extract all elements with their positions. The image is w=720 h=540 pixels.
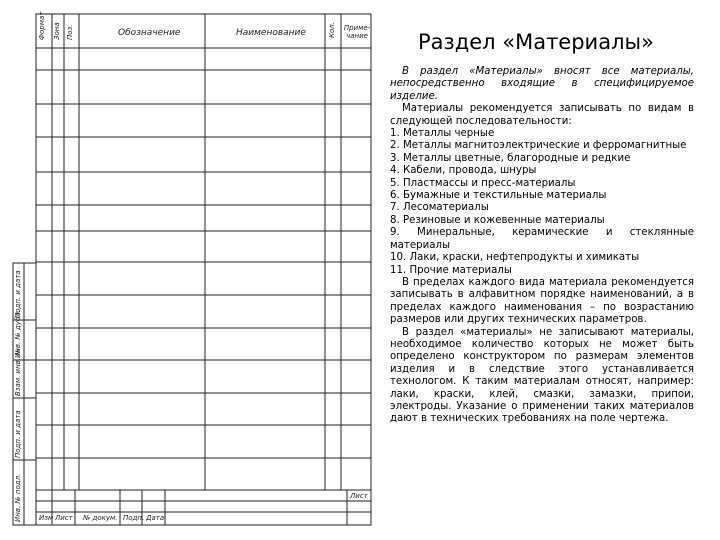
list-item: 2. Металлы магнитоэлектрические и ферромагнитные xyxy=(390,140,687,152)
intro-paragraph-2: Материалы рекомендуется записывать по видам в следующей последовательности: xyxy=(390,103,694,127)
header-pos: Поз. xyxy=(66,24,74,40)
stamp-inv-dubl: Инв. № дубл. xyxy=(14,310,22,358)
stamp-sign-date-2: Подп. и дата xyxy=(14,410,22,458)
list-item: 9. Минеральные, керамические и стеклянные материалы xyxy=(390,227,694,251)
page-title: Раздел «Материалы» xyxy=(418,30,654,54)
header-qty: Кол. xyxy=(328,22,336,38)
list-item: 7. Лесоматериалы xyxy=(390,202,489,214)
block-date: Дата xyxy=(146,514,165,522)
block-izm: Изм xyxy=(39,514,54,522)
stamp-sign-date-1: Подп. и дата xyxy=(14,270,22,318)
list-item: 6. Бумажные и текстильные материалы xyxy=(390,190,607,202)
list-item: 10. Лаки, краски, нефтепродукты и химикаты xyxy=(390,252,640,264)
header-note: Приме-чание xyxy=(343,24,371,40)
paragraph-3: В пределах каждого вида материала рекомендуется записывать в алфавитном порядке наименований, а в пределах каждого наименования – по возрастанию размеров или других технических параметров. xyxy=(390,276,694,326)
block-sign: Подп. xyxy=(123,514,145,522)
header-name: Наименование xyxy=(236,28,306,38)
stamp-inv-podl: Инв. № подл. xyxy=(14,473,22,522)
list-item: 8. Резиновые и кожевенные материалы xyxy=(390,214,605,226)
body-text xyxy=(390,66,694,426)
header-zone: Зона xyxy=(53,22,61,40)
header-designation: Обозначение xyxy=(118,28,181,38)
block-sheet: Лист xyxy=(350,492,368,500)
list-item: 11. Прочие материалы xyxy=(390,264,512,276)
block-list: Лист xyxy=(55,514,73,522)
stamp-vzam-inv: Взам. инв. № xyxy=(14,348,22,396)
list-item: 1. Металлы черные xyxy=(390,128,495,140)
list-item: 5. Пластмассы и пресс-материалы xyxy=(390,177,576,189)
list-item: 3. Металлы цветные, благородные и редкие xyxy=(390,152,631,164)
paragraph-4: В раздел «материалы» не записывают материалы, необходимое количество которых не может быть определено конструктором по размерам элементов изделия и в следствие этого устанавливается технологом. К таким материалам относят, например: лаки, краски, клей, смазки, замазки, припои, электроды. Указание о применении таких материалов дают в технических требованиях на поле чертежа. xyxy=(390,326,694,425)
block-doc-no: № докум. xyxy=(83,514,118,522)
form-frame xyxy=(36,11,371,525)
header-format: Формат xyxy=(38,11,46,40)
intro-paragraph-1: В раздел «Материалы» вносят все материалы, непосредственно входящие в специфицируемое изделие. xyxy=(390,66,694,102)
list-item: 4. Кабели, провода, шнуры xyxy=(390,165,537,177)
